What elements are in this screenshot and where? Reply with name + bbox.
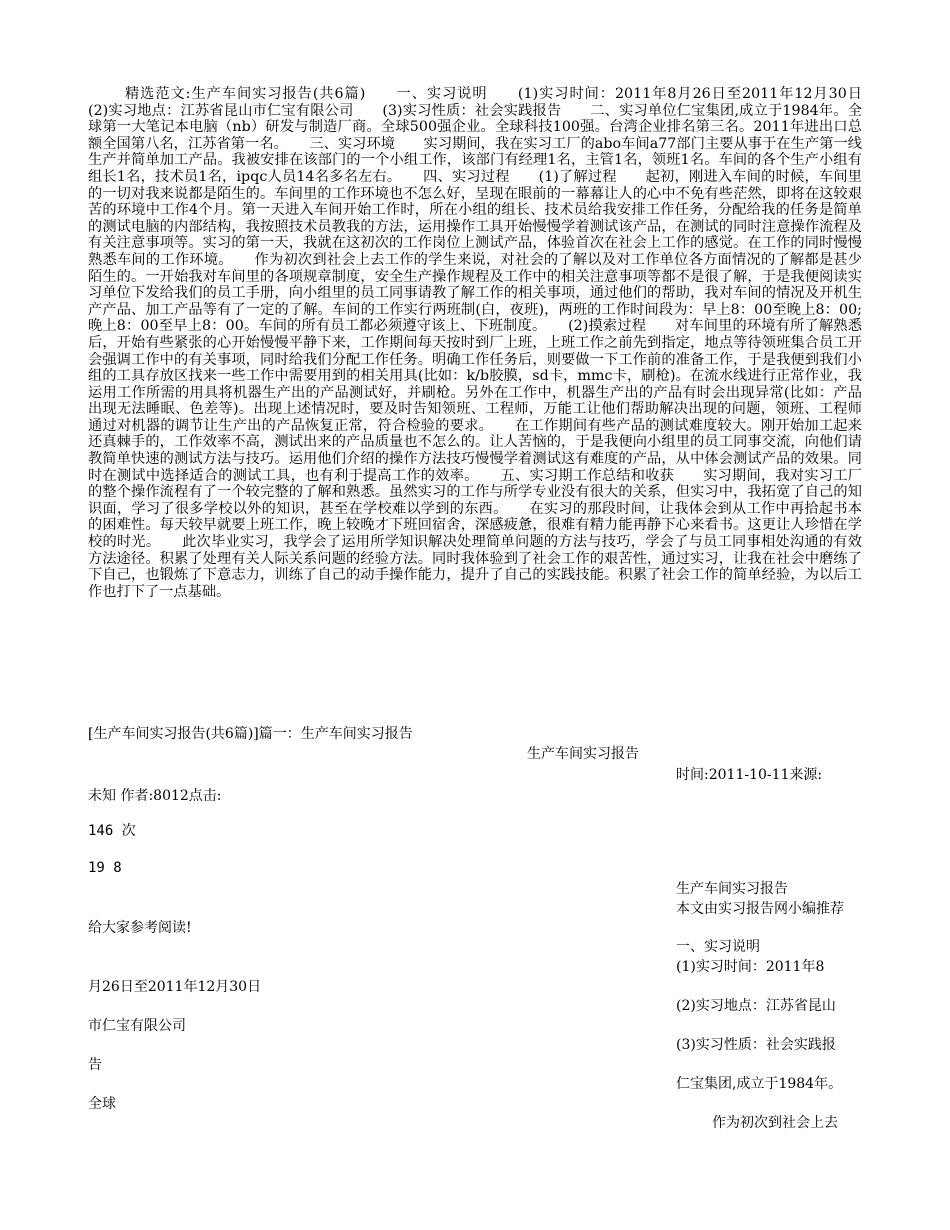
left-col-date-range: 月26日至2011年12月30日 [88,979,262,995]
number-line: 19 8 [88,860,122,876]
time-source-line: 时间:2011-10-11来源: [676,767,823,783]
right-col-first-time: 作为初次到社会上去 [712,1115,838,1131]
right-col-section: 一、实习说明 [676,939,760,955]
section-heading-line: [生产车间实习报告(共6篇)]篇一：生产车间实习报告 [88,726,413,742]
left-col-global: 全球 [88,1096,116,1112]
left-col-report: 告 [88,1057,102,1073]
right-col-place: (2)实习地点：江苏省昆山 [676,998,836,1014]
right-col-time: (1)实习时间：2011年8 [676,959,825,975]
right-col-nature: (3)实习性质：社会实践报 [676,1037,836,1053]
right-col-company: 仁宝集团,成立于1984年。 [676,1076,843,1092]
right-col-title: 生产车间实习报告 [676,881,788,897]
sub-title: 生产车间实习报告 [527,746,639,762]
right-col-recommend: 本文由实习报告网小编推荐 [676,901,844,917]
click-count: 146 次 [88,823,136,839]
main-paragraph: 精选范文:生产车间实习报告(共6篇) 一、实习说明 (1)实习时间：2011年8月26日至2011年12月30日 (2)实习地点：江苏省昆山市仁宝有限公司 (3)实习性质：社会实践报告 二、实习单位仁宝集团,成立于1984年。全球第一大笔记本电脑（nb）研发与制造厂商。全球500强企业。全球科技100强。台湾企业排名第三名。2011年进出口总额全国第八名，江苏省第一名。 三、实习环境 实习期间，我在实习工厂的abo车间a77部门主要从事于在生产第一线生产并简单加工产品。我被安排在该部门的一个小组工作，该部门有经理1名，主管1名，领班1名。车间的各个生产小组有组长1名，技术员1名，ipqc人员14名多名左右。 四、实习过程 (1)了解过程 起初，刚进入车间的时候，车间里的一切对我来说都是陌生的。车间里的工作环境也不怎么好，呈现在眼前的一幕幕让人的心中不免有些茫然，即将在这较艰苦的环境中工作4个月。第一天进入车间开始工作时，所在小组的组长、技术员给我安排工作任务，分配给我的任务是简单的测试电脑的内部结构，我按照技术员教我的方法，运用操作工具开始慢慢学着测试该产品，在测试的同时注意操作流程及有关注意事项等。实习的第一天，我就在这初次的工作岗位上测试产品，体验首次在社会上工作的感觉。在工作的同时慢慢熟悉车间的工作环境。 作为初次到社会上去工作的学生来说，对社会的了解以及对工作单位各方面情况的了解都是甚少陌生的。一开始我对车间里的各项规章制度，安全生产操作规程及工作中的相关注意事项等都不是很了解，于是我便阅读实习单位下发给我们的员工手册，向小组里的员工同事请教了解工作的相关事项，通过他们的帮助，我对车间的情况及开机生产产品、加工产品等有了一定的了解。车间的工作实行两班制(白，夜班)，两班的工作时间段为：早上8：00至晚上8：00;晚上8：00至早上8：00。车间的所有员工都必须遵守该上、下班制度。 (2)摸索过程 对车间里的环境有所了解熟悉后，开始有些紧张的心开始慢慢平静下来，工作期间每天按时到厂上班，上班工作之前先到指定，地点等待领班集合员工开会强调工作中的有关事项，同时给我们分配工作任务。明确工作任务后，则要做一下工作前的准备工作，于是我便到我们小组的工具存放区找来一些工作中需要用到的相关用具(比如：k/b胶膜，sd卡，mmc卡，刷枪)。在流水线进行正常作业，我运用工作所需的用具将机器生产出的产品测试好，并刷枪。另外在工作中，机器生产出的产品有时会出现异常(比如：产品出现无法睡眠、色差等)。出现上述情况时，要及时告知领班、工程师，万能工让他们帮助解决出现的问题，领班、工程师通过对机器的调节让生产出的产品恢复正常，符合检验的要求。 在工作期间有些产品的测试难度较大。刚开始加工起来还真棘手的，工作效率不高，测试出来的产品质量也不怎么的。让人苦恼的，于是我便向小组里的员工同事交流，向他们请教简单快速的测试方法与技巧。运用他们介绍的操作方法技巧慢慢学着测试这有难度的产品，从中体会测试产品的效果。同时在测试中选择适合的测试工具，也有利于提高工作的效率。 五、实习期工作总结和收获 实习期间，我对实习工厂的整个操作流程有了一个较完整的了解和熟悉。虽然实习的工作与所学专业没有很大的关系，但实习中，我拓宽了自己的知识面，学习了很多学校以外的知识，甚至在学校难以学到的东西。 在实习的那段时间，让我体会到从工作中再拾起书本的困难性。每天较早就要上班工作，晚上较晚才下班回宿舍，深感疲惫，很难有精力能再静下心来看书。这更让人珍惜在学校的时光。 此次毕业实习，我学会了运用所学知识解决处理简单问题的方法与技巧，学会了与员工同事相处沟通的有效方法途径。积累了处理有关人际关系问题的经验方法。同时我体验到了社会工作的艰苦性，通过实习，让我在社会中磨练了下自己，也锻炼了下意志力，训练了自己的动手操作能力，提升了自己的实践技能。积累了社会工作的简单经验，为以后工作也打下了一点基础。 [88,86,891,600]
left-col-read: 给大家参考阅读! [88,920,192,936]
author-line: 未知 作者:8012点击: [88,788,222,804]
left-col-company: 市仁宝有限公司 [88,1018,186,1034]
